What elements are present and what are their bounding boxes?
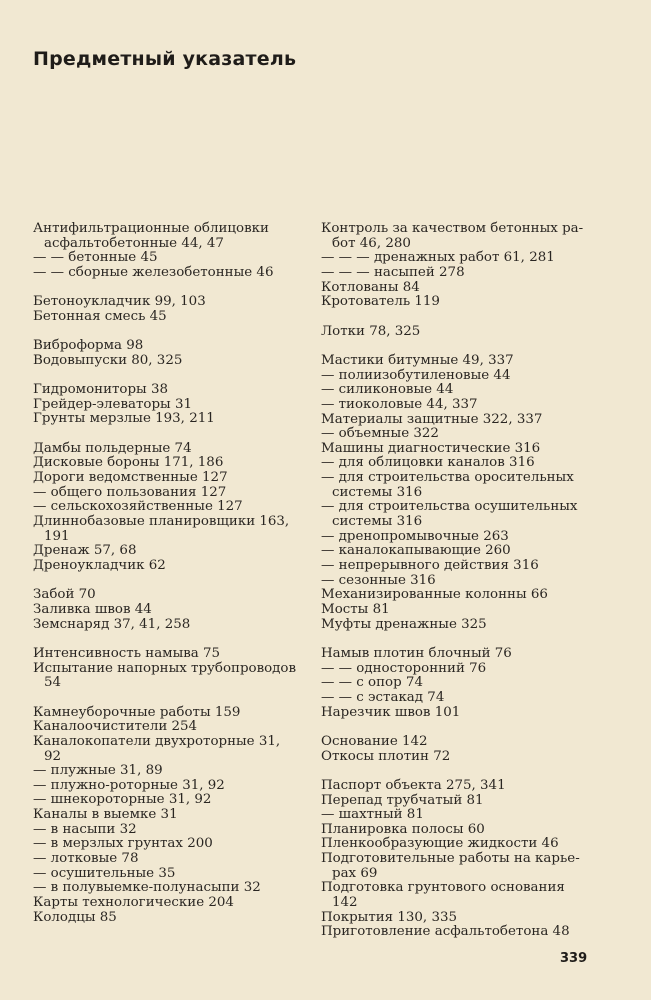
index-entry: Мосты 81	[321, 602, 390, 618]
index-entry: Дисковые бороны 171, 186	[33, 455, 224, 471]
index-entry: — — сборные железобетонные 46	[33, 264, 274, 280]
index-entry: — сезонные 316	[321, 572, 436, 588]
index-group	[33, 295, 298, 324]
index-entry: Интенсивность намыва 75	[33, 645, 221, 661]
index-group	[321, 779, 586, 940]
index-entry: — — односторонний 76	[321, 660, 487, 676]
index-group	[33, 706, 298, 926]
index-entry: Бетонная смесь 45	[33, 308, 167, 324]
index-entry: Паспорт объекта 275, 341	[321, 777, 506, 793]
index-entry: Земснаряд 37, 41, 258	[33, 616, 191, 632]
index-entry: — каналокапывающие 260	[321, 543, 511, 559]
index-entry: — для облицовки каналов 316	[321, 455, 535, 471]
index-entry: Пленкообразующие жидкости 46	[321, 836, 559, 852]
index-entry: бот 46, 280	[332, 235, 411, 251]
index-entry: Грейдер-элеваторы 31	[33, 396, 193, 412]
index-entry: — шнекороторные 31, 92	[33, 792, 212, 808]
index-entry: Дреноукладчик 62	[33, 558, 166, 574]
index-entry: Основание 142	[321, 733, 428, 749]
index-entry: — для строительства оросительных	[321, 470, 574, 486]
index-entry: — тиоколовые 44, 337	[321, 396, 478, 412]
index-entry: 191	[44, 528, 70, 544]
index-entry: Колодцы 85	[33, 909, 117, 925]
index-entry: — шахтный 81	[321, 807, 424, 823]
page-title: Предметный указатель	[33, 48, 297, 70]
index-entry: — в насыпи 32	[33, 821, 137, 837]
index-group	[33, 442, 298, 574]
index-entry: — полиизобутиленовые 44	[321, 367, 511, 383]
index-entry: Заливка швов 44	[33, 601, 152, 617]
index-entry: — — с опор 74	[321, 675, 423, 691]
index-group	[33, 383, 298, 427]
index-entry: Намыв плотин блочный 76	[321, 645, 512, 661]
index-group	[33, 339, 298, 368]
index-entry: Бетоноукладчик 99, 103	[33, 294, 206, 310]
index-group	[321, 354, 586, 632]
index-entry: Длиннобазовые планировщики 163,	[33, 514, 290, 530]
index-entry: Контроль за качеством бетонных ра-	[321, 221, 584, 236]
index-entry: системы 316	[332, 514, 423, 530]
index-entry: асфальтобетонные 44, 47	[44, 235, 224, 251]
index-entry: — — — насыпей 278	[321, 264, 465, 280]
index-entry: — дренопромывочные 263	[321, 528, 509, 544]
index-entry: Машины диагностические 316	[321, 440, 541, 456]
index-entry: — сельскохозяйственные 127	[33, 499, 243, 515]
index-group	[33, 222, 298, 281]
index-entry: Перепад трубчатый 81	[321, 792, 484, 808]
index-entry: рах 69	[332, 865, 378, 881]
index-entry: Дороги ведомственные 127	[33, 470, 228, 486]
index-entry: — лотковые 78	[33, 851, 139, 867]
page-number: 339	[560, 951, 588, 966]
index-entry: — плужные 31, 89	[33, 763, 163, 779]
index-group	[321, 222, 586, 310]
index-entry: Каналокопатели двухроторные 31,	[33, 733, 281, 749]
index-entry: — — с эстакад 74	[321, 689, 445, 705]
index-entry: — — бетонные 45	[33, 250, 158, 266]
index-entry: — осушительные 35	[33, 865, 176, 881]
index-entry: Механизированные колонны 66	[321, 587, 548, 603]
index-entry: Виброформа 98	[33, 338, 144, 354]
index-entry: — непрерывного действия 316	[321, 558, 539, 574]
index-entry: Гидромониторы 38	[33, 382, 168, 398]
index-entry: Котлованы 84	[321, 279, 420, 295]
index-group	[321, 735, 586, 764]
index-entry: Откосы плотин 72	[321, 748, 451, 764]
index-entry: Планировка полосы 60	[321, 821, 485, 837]
index-entry: Кротователь 119	[321, 294, 440, 310]
index-entry: — плужно-роторные 31, 92	[33, 777, 225, 793]
index-entry: Испытание напорных трубопроводов	[33, 660, 297, 676]
index-entry: Забой 70	[33, 587, 96, 603]
index-entry: 54	[44, 675, 62, 691]
index-entry: — объемные 322	[321, 426, 439, 442]
index-entry: Подготовительные работы на карье-	[321, 851, 580, 867]
index-entry: — в полувыемке-полунасыпи 32	[33, 880, 261, 896]
index-entry: Мастики битумные 49, 337	[321, 352, 514, 368]
index-entry: Водовыпуски 80, 325	[33, 352, 183, 368]
index-column-left	[33, 222, 298, 940]
index-entry: Подготовка грунтового основания	[321, 880, 565, 896]
index-entry: Дамбы польдерные 74	[33, 440, 192, 456]
index-column-right	[321, 222, 586, 955]
index-entry: — — — дренажных работ 61, 281	[321, 250, 555, 266]
index-entry: — общего пользования 127	[33, 484, 227, 500]
index-entry: Каналы в выемке 31	[33, 807, 178, 823]
index-entry: Материалы защитные 322, 337	[321, 411, 543, 427]
index-entry: Дренаж 57, 68	[33, 543, 137, 559]
index-entry: системы 316	[332, 484, 423, 500]
index-entry: Лотки 78, 325	[321, 323, 421, 339]
index-entry: Приготовление асфальтобетона 48	[321, 924, 570, 940]
index-group	[321, 325, 586, 340]
index-entry: — для строительства осушительных	[321, 499, 578, 515]
index-entry: — в мерзлых грунтах 200	[33, 836, 213, 852]
index-group	[321, 647, 586, 720]
index-entry: Карты технологические 204	[33, 895, 234, 911]
index-entry: 92	[44, 748, 62, 764]
index-entry: Муфты дренажные 325	[321, 616, 487, 632]
index-entry: Антифильтрационные облицовки	[33, 221, 269, 236]
index-entry: — силиконовые 44	[321, 382, 454, 398]
index-group	[33, 647, 298, 691]
index-entry: Камнеуборочные работы 159	[33, 704, 241, 720]
index-entry: Грунты мерзлые 193, 211	[33, 411, 215, 427]
index-entry: Покрытия 130, 335	[321, 909, 458, 925]
index-entry: Нарезчик швов 101	[321, 704, 461, 720]
index-entry: 142	[332, 895, 358, 911]
index-group	[33, 588, 298, 632]
index-entry: Каналоочистители 254	[33, 719, 198, 735]
